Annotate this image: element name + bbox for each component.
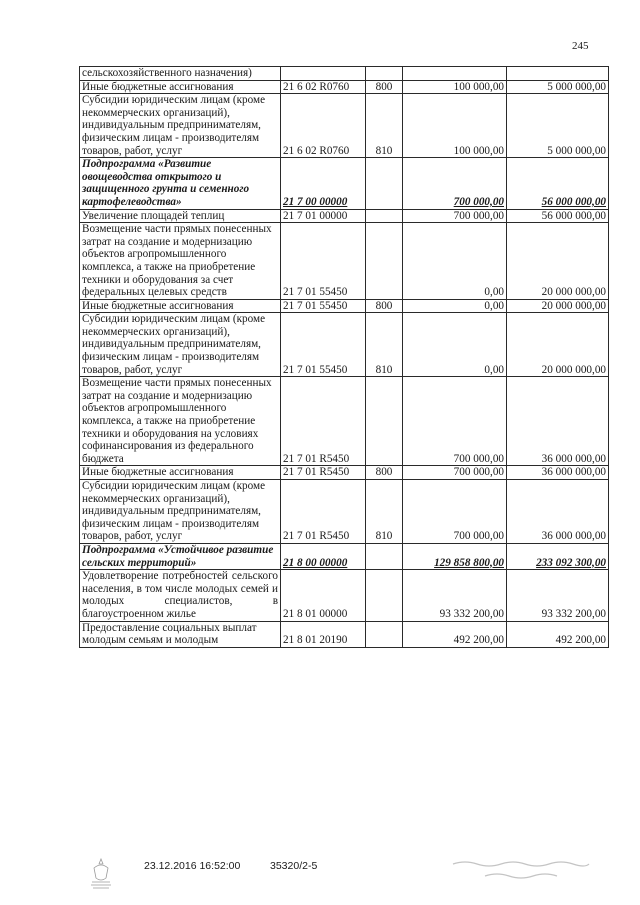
row-amount-2017 (403, 67, 507, 81)
budget-table (79, 66, 609, 648)
row-code: 21 7 01 R5450 (281, 466, 366, 480)
table-row (80, 299, 609, 313)
footer-document-number: 35320/2-5 (270, 860, 318, 872)
row-expense-type: 800 (366, 466, 403, 480)
row-expense-type: 810 (366, 480, 403, 544)
row-amount-2018: 36 000 000,00 (507, 466, 609, 480)
row-code: 21 7 01 R5450 (281, 480, 366, 544)
row-expense-type (366, 621, 403, 647)
footer-date: 23.12.2016 16:52:00 (144, 860, 241, 872)
row-name: Субсидии юридическим лицам (кроме некоммерческих организаций), индивидуальным предпринимателям, физическим лицам - производителям товаров, работ, услуг (80, 480, 281, 544)
row-amount-2018: 5 000 000,00 (507, 94, 609, 158)
row-amount-2017: 100 000,00 (403, 94, 507, 158)
row-amount-2018: 56 000 000,00 (507, 209, 609, 223)
row-expense-type (366, 223, 403, 300)
row-name: Увеличение площадей теплиц (80, 209, 281, 223)
row-name: Предоставление социальных выплат молодым семьям и молодым (80, 621, 281, 647)
row-amount-2017: 700 000,00 (403, 209, 507, 223)
row-amount-2017: 0,00 (403, 313, 507, 377)
row-expense-type (366, 570, 403, 621)
table-row (80, 570, 609, 621)
row-amount-2018: 56 000 000,00 (507, 158, 609, 209)
table-row (80, 621, 609, 647)
row-expense-type (366, 209, 403, 223)
row-amount-2017: 93 332 200,00 (403, 570, 507, 621)
table-row (80, 313, 609, 377)
table-row (80, 223, 609, 300)
row-amount-2017: 0,00 (403, 299, 507, 313)
row-code (281, 67, 366, 81)
table-row (80, 543, 609, 569)
table-row (80, 466, 609, 480)
row-code: 21 6 02 R0760 (281, 80, 366, 94)
row-code: 21 7 01 55450 (281, 313, 366, 377)
row-amount-2018: 233 092 300,00 (507, 543, 609, 569)
row-name: Субсидии юридическим лицам (кроме некоммерческих организаций), индивидуальным предпринимателям, физическим лицам - производителям товаров, работ, услуг (80, 94, 281, 158)
table-row (80, 480, 609, 544)
page-number: 245 (572, 40, 589, 52)
row-expense-type (366, 377, 403, 466)
row-name: Удовлетворение потребностей сельского населения, в том числе молодых семей и молодых специалистов, в благоустроенном жилье (80, 570, 281, 621)
row-expense-type (366, 158, 403, 209)
row-expense-type: 810 (366, 313, 403, 377)
row-name: Подпрограмма «Устойчивое развитие сельских территорий» (80, 543, 281, 569)
row-name: Подпрограмма «Развитие овощеводства открытого и защищенного грунта и семенного картофелеводства» (80, 158, 281, 209)
row-amount-2017: 492 200,00 (403, 621, 507, 647)
row-amount-2018: 20 000 000,00 (507, 313, 609, 377)
row-code: 21 7 01 R5450 (281, 377, 366, 466)
row-amount-2017: 0,00 (403, 223, 507, 300)
row-code: 21 8 00 00000 (281, 543, 366, 569)
row-code: 21 8 01 20190 (281, 621, 366, 647)
row-code: 21 7 00 00000 (281, 158, 366, 209)
table-row (80, 158, 609, 209)
row-amount-2017: 700 000,00 (403, 480, 507, 544)
row-name: Возмещение части прямых понесенных затрат на создание и модернизацию объектов агропромышленного комплекса, а также на приобретение техники и оборудования за счет федеральных целевых средств (80, 223, 281, 300)
row-name: Субсидии юридическим лицам (кроме некоммерческих организаций), индивидуальным предпринимателям, физическим лицам - производителям товаров, работ, услуг (80, 313, 281, 377)
row-amount-2017: 100 000,00 (403, 80, 507, 94)
row-amount-2017: 129 858 800,00 (403, 543, 507, 569)
row-code: 21 8 01 00000 (281, 570, 366, 621)
emblem-icon (88, 856, 114, 890)
row-expense-type: 810 (366, 94, 403, 158)
row-amount-2018: 492 200,00 (507, 621, 609, 647)
budget-table-body (80, 67, 609, 648)
row-expense-type: 800 (366, 299, 403, 313)
table-row (80, 209, 609, 223)
page-footer (0, 856, 640, 896)
row-name: сельскохозяйственного назначения) (80, 67, 281, 81)
table-row (80, 94, 609, 158)
row-code: 21 7 01 55450 (281, 223, 366, 300)
row-name: Иные бюджетные ассигнования (80, 466, 281, 480)
row-amount-2018: 36 000 000,00 (507, 377, 609, 466)
row-name: Иные бюджетные ассигнования (80, 80, 281, 94)
row-code: 21 7 01 55450 (281, 299, 366, 313)
row-amount-2018 (507, 67, 609, 81)
row-amount-2017: 700 000,00 (403, 377, 507, 466)
row-expense-type (366, 543, 403, 569)
table-row (80, 67, 609, 81)
row-amount-2018: 20 000 000,00 (507, 299, 609, 313)
row-name: Возмещение части прямых понесенных затрат на создание и модернизацию объектов агропромышленного комплекса, а также на приобретение техники и оборудования на условиях софинансирования из федерального бюджета (80, 377, 281, 466)
table-row (80, 80, 609, 94)
faint-stamp-icon (445, 856, 595, 886)
row-amount-2017: 700 000,00 (403, 158, 507, 209)
row-amount-2017: 700 000,00 (403, 466, 507, 480)
row-expense-type (366, 67, 403, 81)
row-code: 21 7 01 00000 (281, 209, 366, 223)
row-name: Иные бюджетные ассигнования (80, 299, 281, 313)
row-amount-2018: 5 000 000,00 (507, 80, 609, 94)
row-amount-2018: 36 000 000,00 (507, 480, 609, 544)
row-expense-type: 800 (366, 80, 403, 94)
row-amount-2018: 93 332 200,00 (507, 570, 609, 621)
table-row (80, 377, 609, 466)
row-code: 21 6 02 R0760 (281, 94, 366, 158)
row-amount-2018: 20 000 000,00 (507, 223, 609, 300)
